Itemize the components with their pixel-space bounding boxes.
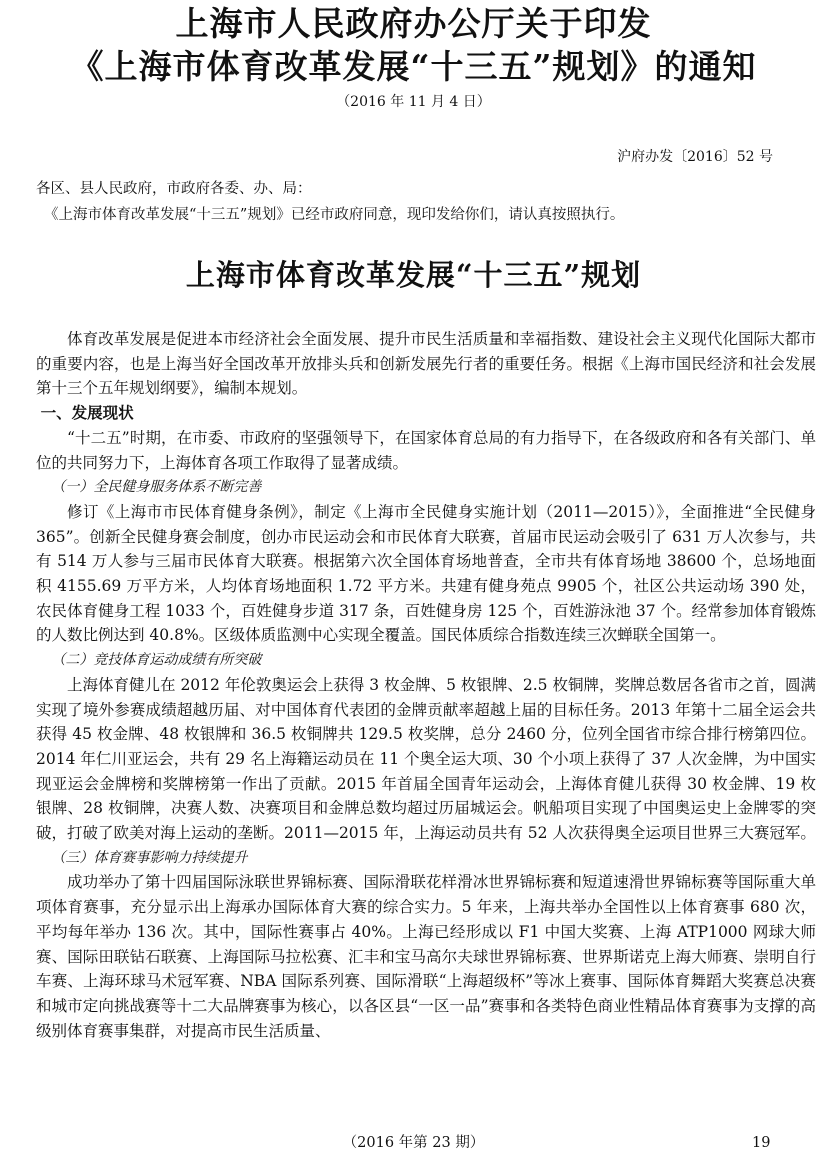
notice-title-line1: 上海市人民政府办公厅关于印发: [175, 4, 652, 43]
page-number: 19: [752, 1135, 771, 1151]
paragraph: 修订《上海市市民体育健身条例》，制定《上海市全民健身实施计划（2011—2015）》，全面推进“全民健身 365”。创新全民健身赛会制度，创办市民运动会和市民体育大联赛，首届市民运动会吸引了 631 万人次参与，共有 514 万人参与三届市民体育大联赛。根据第六次全国体育场地普查，全市共有体育场地 38600 个，总场地面积 4155.69 万平方米，人均体育场地面积 1.72 平方米。共建有健身苑点 9905 个，社区公共运动场 390 处，农民体育健身工程 1033 个，百姓健身步道 317 条，百姓健身房 125 个，百姓游泳池 37 个。经常参加体育锻炼的人数比例达到 40.8%。区级体质监测中心实现全覆盖。国民体质综合指数连续三次蝉联全国第一。: [36, 502, 816, 645]
paragraph: 成功举办了第十四届国际泳联世界锦标赛、国际滑联花样滑冰世界锦标赛和短道速滑世界锦标赛等国际重大单项体育赛事，充分显示出上海承办国际体育大赛的综合实力。5 年来，上海共举办全国性以上体育赛事 680 次，平均每年举办 136 次。其中，国际性赛事占 40%。上海已经形成以 F1 中国大奖赛、上海 ATP1000 网球大师赛、国际田联钻石联赛、上海国际马拉松赛、汇丰和宝马高尔夫球世界锦标赛、世界斯诺克上海大师赛、崇明自行车赛、上海环球马术冠军赛、NBA 国际系列赛、国际滑联“上海超级杯”等冰上赛事、国际体育舞蹈大奖赛总决赛和城市定向挑战赛等十二大品牌赛事为核心，以各区县“一区一品”赛事和各类特色商业性精品体育赛事为支撑的高级别体育赛事集群，对提高市民生活质量、: [36, 873, 816, 1040]
paragraph-intro: 体育改革发展是促进本市经济社会全面发展、提升市民生活质量和幸福指数、建设社会主义现代化国际大都市的重要内容，也是上海当好全国改革开放排头兵和创新发展先行者的重要任务。根据《上海市国民经济和社会发展第十三个五年规划纲要》，编制本规划。: [36, 330, 816, 398]
section-heading: 一、发展现状: [40, 403, 134, 423]
issue-number: （2016 年第 23 期）: [342, 1135, 485, 1151]
paragraph: “十二五”时期，在市委、市政府的坚强领导下，在国家体育总局的有力指导下，在各级政府和各有关部门、单位的共同努力下，上海体育各项工作取得了显著成绩。: [36, 428, 816, 472]
subsection-heading: （一）全民健身服务体系不断完善: [51, 479, 262, 496]
notice-text: 《上海市体育改革发展“十三五”规划》已经市政府同意，现印发给你们，请认真按照执行。: [44, 207, 625, 223]
notice-title-line2: 《上海市体育改革发展“十三五”规划》的通知: [70, 47, 757, 86]
addressees: 各区、县人民政府，市政府各委、办、局：: [36, 181, 312, 197]
subsection-heading: （二）竞技体育运动成绩有所突破: [51, 652, 262, 669]
plan-title: 上海市体育改革发展“十三五”规划: [185, 258, 642, 292]
subsection-heading: （三）体育赛事影响力持续提升: [51, 849, 248, 866]
paragraph: 上海体育健儿在 2012 年伦敦奥运会上获得 3 枚金牌、5 枚银牌、2.5 枚铜牌，奖牌总数居各省市之首，圆满实现了境外参赛成绩超越历届、对中国体育代表团的金牌贡献率超越上届的目标任务。2013 年第十二届全运会共获得 45 枚金牌、48 枚银牌和 36.5 枚铜牌共 129.5 枚奖牌，总分 2460 分，位列全国省市综合排行榜第四位。2014 年仁川亚运会，共有 29 名上海籍运动员在 11 个奥全运大项、30 个小项上获得了 37 人次金牌，为中国实现亚运会金牌榜和奖牌榜第一作出了贡献。2015 年首届全国青年运动会，上海体育健儿获得 30 枚金牌、19 枚银牌、28 枚铜牌，决赛人数、决赛项目和金牌总数均超过历届城运会。帆船项目实现了中国奥运史上金牌零的突破，打破了欧美对海上运动的垄断。2011—2015 年，上海运动员共有 52 人次获得奥全运项目世界三大赛冠军。: [36, 675, 816, 843]
notice-date: （2016 年 11 月 4 日）: [336, 94, 491, 110]
document-number: 沪府办发〔2016〕52 号: [617, 149, 773, 165]
document-body: [36, 327, 816, 1043]
